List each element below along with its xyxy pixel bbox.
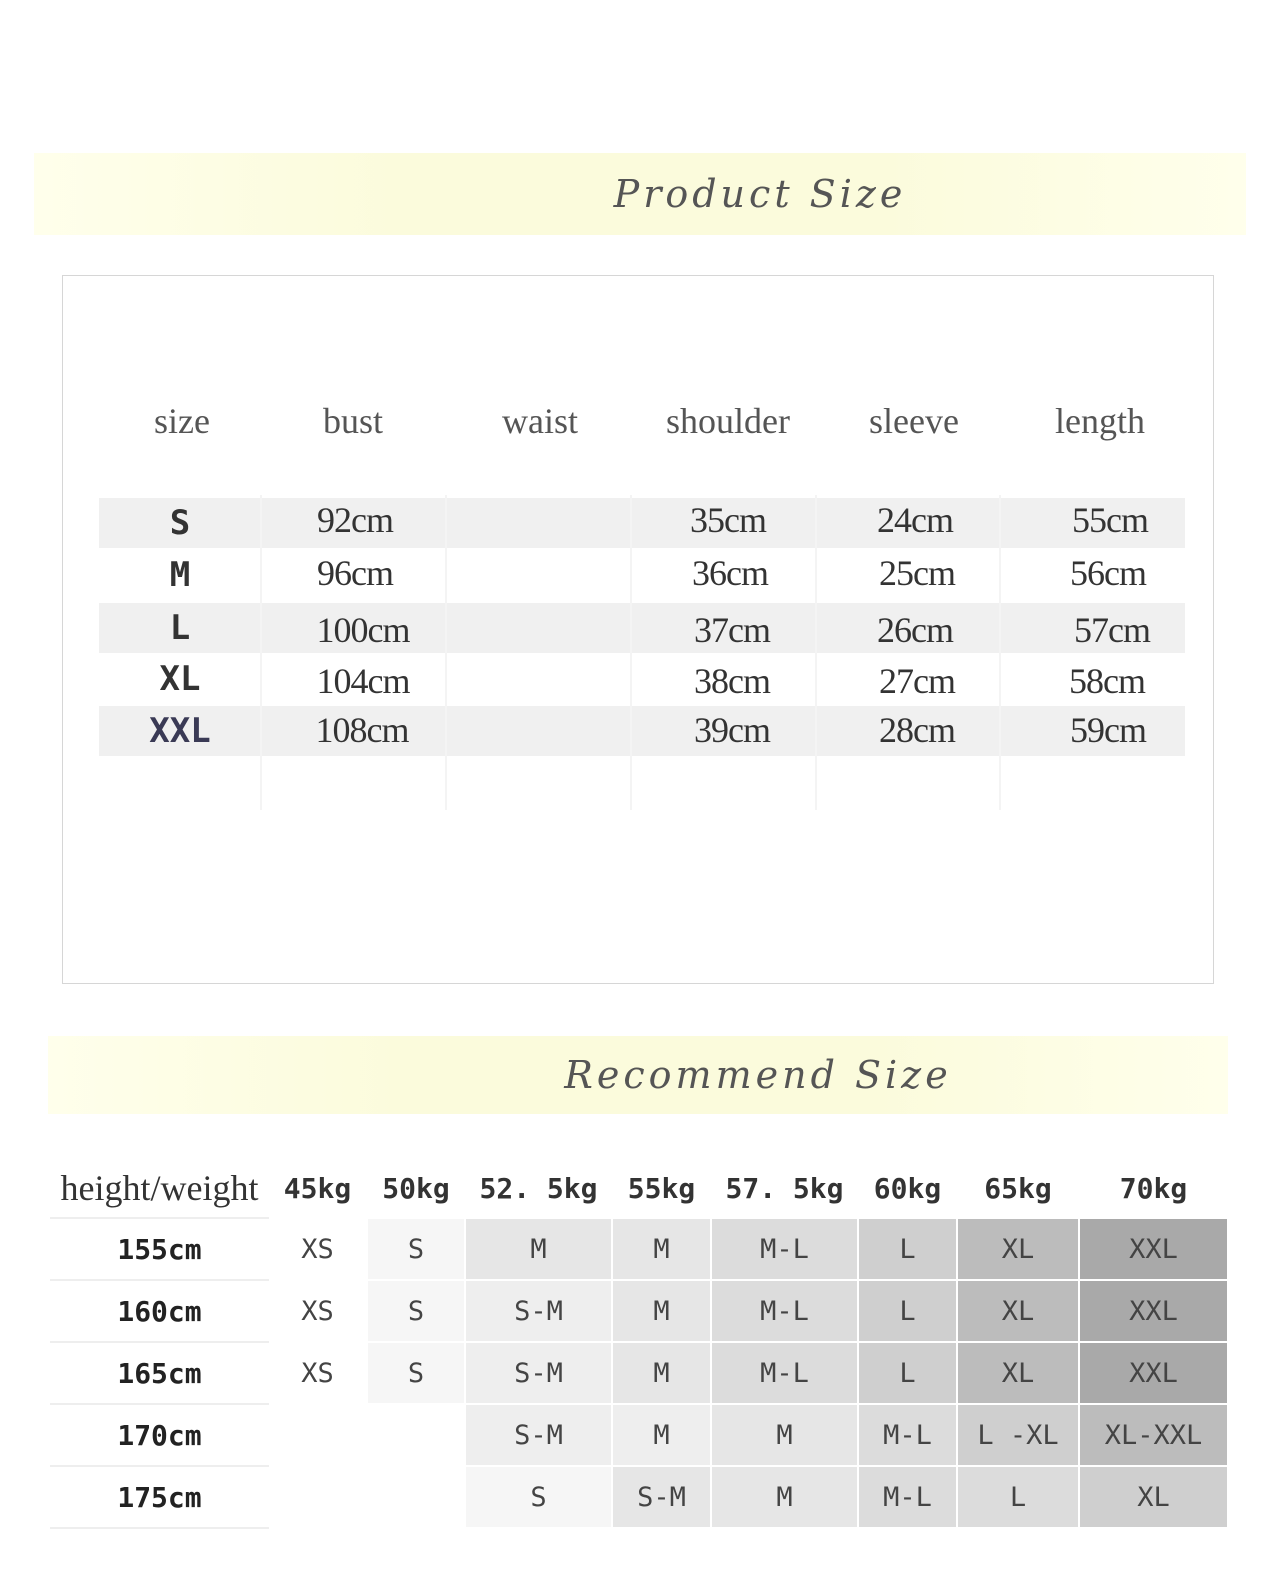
column-divider [260,495,262,810]
sleeve-value: 24cm [877,500,953,540]
size-label: S [169,503,191,543]
height-label: 170cm [51,1404,268,1466]
size-label: XL [159,659,201,699]
sleeve-value: 27cm [879,661,955,701]
table-row [51,1466,1228,1528]
bust-value: 104cm [316,661,410,701]
height-label: 175cm [51,1466,268,1528]
length-value: 59cm [1070,710,1146,750]
table-row [51,1280,1228,1342]
header-length: length [1055,401,1145,441]
length-value: 55cm [1072,500,1148,540]
size-cell: M [612,1404,711,1466]
recommend-size-table [50,1157,1229,1529]
size-cell: M-L [858,1466,957,1528]
size-cell: S [465,1466,612,1528]
shoulder-value: 36cm [692,553,768,593]
shoulder-value: 37cm [694,610,770,650]
size-cell: S [367,1280,465,1342]
size-cell: S [367,1342,465,1404]
size-cell: XL [957,1342,1079,1404]
size-label: M [169,555,191,595]
size-cell [367,1466,465,1528]
size-cell: XXL [1079,1342,1228,1404]
size-cell: M [612,1280,711,1342]
size-cell: XS [268,1218,367,1280]
size-label: XXL [149,711,211,751]
size-cell: L -XL [957,1404,1079,1466]
size-cell: XL [1079,1466,1228,1528]
size-cell: M [711,1466,858,1528]
size-cell: S-M [465,1404,612,1466]
size-cell: M-L [858,1404,957,1466]
weight-header: 50kg [367,1158,465,1218]
length-value: 57cm [1074,610,1150,650]
size-cell [268,1466,367,1528]
table-row [51,1218,1228,1280]
header-bust: bust [322,401,384,441]
size-label: L [169,608,191,648]
size-cell: XL-XXL [1079,1404,1228,1466]
length-value: 58cm [1069,661,1145,701]
size-cell: M [711,1404,858,1466]
column-divider [630,495,632,810]
size-cell: M [465,1218,612,1280]
bust-value: 100cm [316,610,410,650]
sleeve-value: 26cm [877,610,953,650]
size-cell: L [858,1218,957,1280]
recommend-size-title: Recommend Size [564,1053,952,1097]
product-size-title: Product Size [613,172,907,216]
size-cell: M-L [711,1218,858,1280]
table-row [51,1342,1228,1404]
table-header-row [51,1158,1228,1218]
recommend-size-banner [48,1036,1228,1114]
size-cell: S-M [465,1280,612,1342]
sleeve-value: 28cm [879,710,955,750]
size-cell: XXL [1079,1280,1228,1342]
size-cell: XS [268,1280,367,1342]
size-cell: S-M [465,1342,612,1404]
size-cell: XL [957,1218,1079,1280]
shoulder-value: 38cm [694,661,770,701]
sleeve-value: 25cm [879,553,955,593]
shoulder-value: 35cm [690,500,766,540]
size-cell: M-L [711,1280,858,1342]
size-cell: XL [957,1280,1079,1342]
weight-header: 55kg [612,1158,711,1218]
weight-header: 57. 5kg [711,1158,858,1218]
size-cell [367,1404,465,1466]
length-value: 56cm [1070,553,1146,593]
height-label: 155cm [51,1218,268,1280]
bust-value: 96cm [317,553,393,593]
header-size: size [154,401,210,441]
size-cell: M-L [711,1342,858,1404]
column-divider [445,495,447,810]
weight-header: 52. 5kg [465,1158,612,1218]
header-waist: waist [502,401,578,441]
header-shoulder: shoulder [666,401,790,441]
size-cell: L [858,1342,957,1404]
size-cell: XXL [1079,1218,1228,1280]
header-sleeve: sleeve [869,401,959,441]
weight-header: 45kg [268,1158,367,1218]
weight-header: 65kg [957,1158,1079,1218]
size-cell: L [957,1466,1079,1528]
table-row [51,1404,1228,1466]
size-cell: S [367,1218,465,1280]
size-cell: M [612,1218,711,1280]
size-cell [268,1404,367,1466]
product-size-banner [34,153,1246,235]
weight-header: 60kg [858,1158,957,1218]
bust-value: 92cm [317,500,393,540]
size-cell: XS [268,1342,367,1404]
height-label: 160cm [51,1280,268,1342]
height-label: 165cm [51,1342,268,1404]
column-divider [815,495,817,810]
bust-value: 108cm [315,710,409,750]
size-cell: S-M [612,1466,711,1528]
size-cell: L [858,1280,957,1342]
shoulder-value: 39cm [694,710,770,750]
weight-header: 70kg [1079,1158,1228,1218]
column-divider [999,495,1001,810]
size-cell: M [612,1342,711,1404]
height-weight-header: height/weight [51,1158,268,1218]
